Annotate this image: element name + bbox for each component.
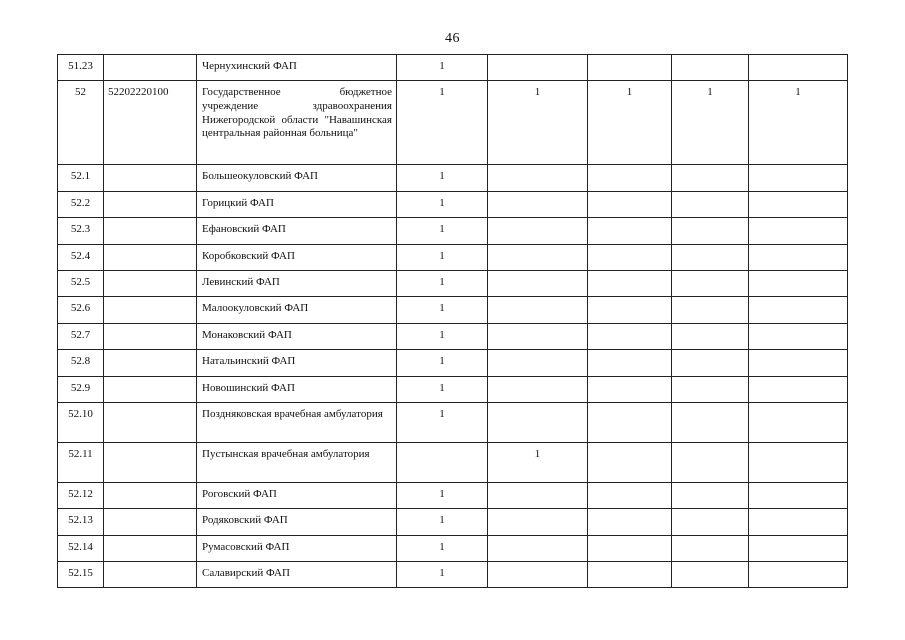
value-cell-1: 1 (397, 323, 488, 349)
value-cell-1: 1 (397, 218, 488, 244)
oktmo-code-cell (104, 191, 197, 217)
value-cell-4 (672, 482, 749, 508)
oktmo-code-cell (104, 55, 197, 81)
table-row (58, 218, 848, 244)
value-cell-2 (488, 270, 588, 296)
facility-name-cell: Малоокуловский ФАП (197, 297, 397, 323)
value-cell-5 (749, 297, 848, 323)
value-cell-1: 1 (397, 55, 488, 81)
value-cell-2 (488, 562, 588, 588)
value-cell-4 (672, 218, 749, 244)
value-cell-2 (488, 376, 588, 402)
table-row (58, 376, 848, 402)
row-number-cell: 52.7 (58, 323, 104, 349)
facility-name-cell: Натальинский ФАП (197, 350, 397, 376)
value-cell-3 (588, 55, 672, 81)
value-cell-4 (672, 297, 749, 323)
value-cell-2 (488, 509, 588, 535)
row-number-cell: 52.15 (58, 562, 104, 588)
value-cell-2 (488, 244, 588, 270)
value-cell-1: 1 (397, 482, 488, 508)
value-cell-2 (488, 350, 588, 376)
value-cell-3 (588, 442, 672, 482)
value-cell-5 (749, 402, 848, 442)
facility-name-cell: Монаковский ФАП (197, 323, 397, 349)
value-cell-5 (749, 509, 848, 535)
facility-name-cell: Большеокуловский ФАП (197, 165, 397, 191)
value-cell-1: 1 (397, 562, 488, 588)
value-cell-5 (749, 270, 848, 296)
value-cell-1: 1 (397, 509, 488, 535)
value-cell-1: 1 (397, 350, 488, 376)
value-cell-3 (588, 402, 672, 442)
value-cell-5 (749, 442, 848, 482)
value-cell-4 (672, 376, 749, 402)
row-number-cell: 52.14 (58, 535, 104, 561)
oktmo-code-cell (104, 244, 197, 270)
row-number-cell: 52.8 (58, 350, 104, 376)
value-cell-4 (672, 535, 749, 561)
value-cell-4 (672, 509, 749, 535)
table-row (58, 297, 848, 323)
oktmo-code-cell (104, 270, 197, 296)
value-cell-2 (488, 191, 588, 217)
value-cell-4 (672, 402, 749, 442)
value-cell-5 (749, 535, 848, 561)
value-cell-2: 1 (488, 442, 588, 482)
oktmo-code-cell (104, 376, 197, 402)
oktmo-code-cell (104, 482, 197, 508)
facility-name-cell: Ефановский ФАП (197, 218, 397, 244)
value-cell-1: 1 (397, 81, 488, 165)
value-cell-3 (588, 270, 672, 296)
facility-name-cell: Пустынская врачебная амбулатория (197, 442, 397, 482)
value-cell-5: 1 (749, 81, 848, 165)
table-row (58, 244, 848, 270)
row-number-cell: 52.3 (58, 218, 104, 244)
row-number-cell: 52.2 (58, 191, 104, 217)
value-cell-3 (588, 323, 672, 349)
value-cell-2 (488, 535, 588, 561)
facility-name-cell: Румасовский ФАП (197, 535, 397, 561)
value-cell-2 (488, 297, 588, 323)
value-cell-1: 1 (397, 270, 488, 296)
value-cell-1: 1 (397, 297, 488, 323)
value-cell-5 (749, 350, 848, 376)
value-cell-2: 1 (488, 81, 588, 165)
table-row (58, 350, 848, 376)
value-cell-5 (749, 323, 848, 349)
value-cell-5 (749, 244, 848, 270)
table-body (58, 55, 848, 588)
oktmo-code-cell (104, 562, 197, 588)
oktmo-code-cell (104, 350, 197, 376)
value-cell-4: 1 (672, 81, 749, 165)
value-cell-4 (672, 244, 749, 270)
value-cell-5 (749, 376, 848, 402)
value-cell-3 (588, 376, 672, 402)
value-cell-2 (488, 482, 588, 508)
row-number-cell: 52.1 (58, 165, 104, 191)
row-number-cell: 52.11 (58, 442, 104, 482)
value-cell-2 (488, 165, 588, 191)
table-row (58, 81, 848, 165)
value-cell-2 (488, 323, 588, 349)
facility-name-cell: Чернухинский ФАП (197, 55, 397, 81)
facility-name-cell: Роговский ФАП (197, 482, 397, 508)
value-cell-2 (488, 55, 588, 81)
value-cell-1 (397, 442, 488, 482)
table-row (58, 270, 848, 296)
facility-name-cell: Государственное бюджетное учреждение здравоохранения Нижегородской области "Навашинская центральная районная больница" (197, 81, 397, 165)
facility-name-cell: Родяковский ФАП (197, 509, 397, 535)
value-cell-2 (488, 402, 588, 442)
facility-name-cell: Горицкий ФАП (197, 191, 397, 217)
value-cell-3 (588, 244, 672, 270)
value-cell-4 (672, 442, 749, 482)
oktmo-code-cell (104, 165, 197, 191)
oktmo-code-cell (104, 442, 197, 482)
value-cell-4 (672, 55, 749, 81)
value-cell-3 (588, 350, 672, 376)
facility-name-cell: Поздняковская врачебная амбулатория (197, 402, 397, 442)
oktmo-code-cell (104, 402, 197, 442)
value-cell-5 (749, 218, 848, 244)
value-cell-4 (672, 165, 749, 191)
oktmo-code-cell (104, 323, 197, 349)
value-cell-5 (749, 482, 848, 508)
value-cell-1: 1 (397, 402, 488, 442)
table-row (58, 191, 848, 217)
value-cell-2 (488, 218, 588, 244)
table-row (58, 402, 848, 442)
row-number-cell: 52 (58, 81, 104, 165)
value-cell-4 (672, 562, 749, 588)
oktmo-code-cell: 52202220100 (104, 81, 197, 165)
row-number-cell: 52.4 (58, 244, 104, 270)
value-cell-1: 1 (397, 165, 488, 191)
value-cell-3 (588, 482, 672, 508)
table-row (58, 323, 848, 349)
value-cell-3 (588, 535, 672, 561)
table-row (58, 55, 848, 81)
facility-name-cell: Левинский ФАП (197, 270, 397, 296)
value-cell-1: 1 (397, 535, 488, 561)
value-cell-3 (588, 509, 672, 535)
value-cell-4 (672, 270, 749, 296)
row-number-cell: 52.5 (58, 270, 104, 296)
value-cell-4 (672, 350, 749, 376)
value-cell-5 (749, 165, 848, 191)
table-row (58, 165, 848, 191)
row-number-cell: 52.9 (58, 376, 104, 402)
row-number-cell: 52.10 (58, 402, 104, 442)
page-number: 46 (445, 31, 460, 46)
oktmo-code-cell (104, 218, 197, 244)
value-cell-5 (749, 55, 848, 81)
table-row (58, 482, 848, 508)
value-cell-5 (749, 562, 848, 588)
value-cell-4 (672, 323, 749, 349)
oktmo-code-cell (104, 509, 197, 535)
row-number-cell: 52.6 (58, 297, 104, 323)
value-cell-4 (672, 191, 749, 217)
value-cell-1: 1 (397, 244, 488, 270)
table-row (58, 562, 848, 588)
table-row (58, 535, 848, 561)
table-row (58, 509, 848, 535)
facility-name-cell: Коробковский ФАП (197, 244, 397, 270)
value-cell-1: 1 (397, 376, 488, 402)
value-cell-3 (588, 562, 672, 588)
oktmo-code-cell (104, 535, 197, 561)
facility-name-cell: Новошинский ФАП (197, 376, 397, 402)
value-cell-5 (749, 191, 848, 217)
facility-name-cell: Салавирский ФАП (197, 562, 397, 588)
value-cell-3 (588, 218, 672, 244)
value-cell-3 (588, 165, 672, 191)
oktmo-code-cell (104, 297, 197, 323)
row-number-cell: 52.13 (58, 509, 104, 535)
facilities-table (57, 54, 848, 588)
value-cell-3 (588, 297, 672, 323)
row-number-cell: 52.12 (58, 482, 104, 508)
value-cell-1: 1 (397, 191, 488, 217)
value-cell-3: 1 (588, 81, 672, 165)
value-cell-3 (588, 191, 672, 217)
table-row (58, 442, 848, 482)
row-number-cell: 51.23 (58, 55, 104, 81)
